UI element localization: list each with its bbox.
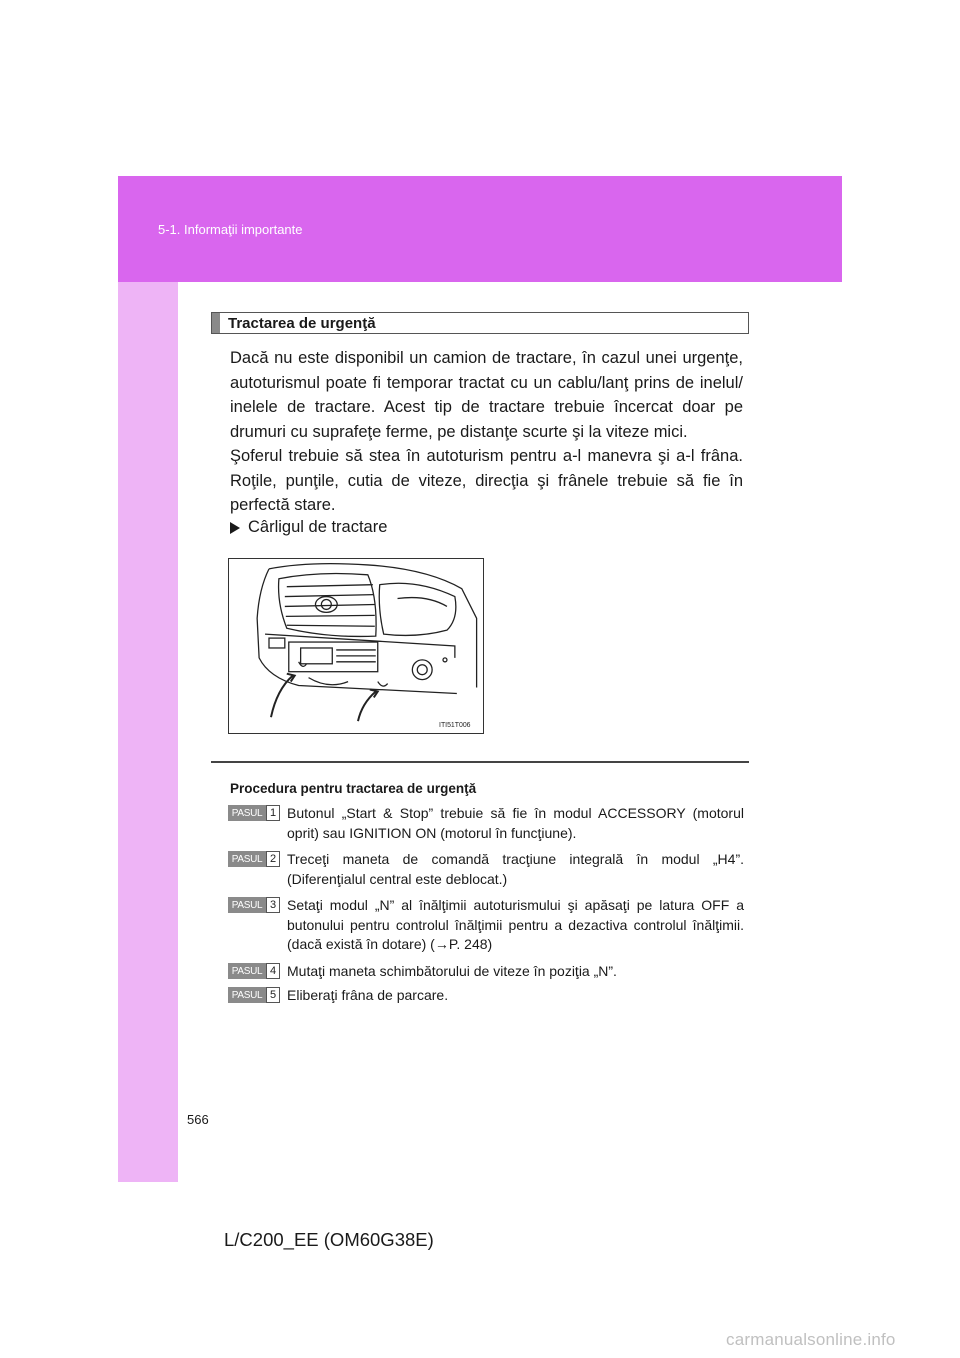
paragraph: Dacă nu este disponibil un camion de tractare, în cazul unei urgenţe, autoturismul poate fi temporar tractat cu un cablu/lanţ prins de inelul/ inelele de tractare. Acest tip de tractare trebuie încercat doar pe drumuri cu suprafeţe ferme, pe distanţe scurte şi la viteze mici. (230, 349, 743, 441)
step-word: PASUL (228, 963, 266, 979)
heading-accent-bar (212, 313, 220, 333)
step-text: Butonul „Start & Stop” trebuie să fie în modul ACCESSORY (motorul oprit) sau IGNITION ON (motorul în funcţiune). (287, 805, 744, 841)
procedure-step (228, 896, 744, 955)
procedure-step (228, 962, 744, 982)
sidebar-strip (118, 282, 178, 1182)
procedure-step (228, 850, 744, 889)
step-number: 2 (266, 851, 280, 867)
footer-code: L/C200_EE (OM60G38E) (224, 1229, 434, 1250)
step-badge (228, 897, 280, 913)
procedure-title: Procedura pentru tractarea de urgenţă (230, 781, 477, 796)
procedure-step (228, 804, 744, 843)
bullet-label: Cârligul de tractare (248, 518, 388, 536)
divider (211, 761, 749, 763)
step-word: PASUL (228, 987, 266, 1003)
procedure-step (228, 986, 744, 1006)
paragraph: Şoferul trebuie să stea în autoturism pentru a-l manevra şi a-l frâna. Roţile, punţile, cutia de viteze, direcţia şi frânele trebuie să fie în perfectă stare. (230, 447, 743, 514)
body-text (230, 346, 743, 518)
section-title: Tractarea de urgenţă (228, 314, 376, 332)
step-badge (228, 963, 280, 979)
step-number: 5 (266, 987, 280, 1003)
step-number: 4 (266, 963, 280, 979)
step-word: PASUL (228, 805, 266, 821)
step-badge (228, 851, 280, 867)
step-badge (228, 805, 280, 821)
step-badge (228, 987, 280, 1003)
vehicle-front-illustration (229, 559, 483, 733)
section-heading (211, 312, 749, 334)
step-number: 1 (266, 805, 280, 821)
step-text: Setaţi modul „N” al înălţimii autoturismului şi apăsaţi pe latura OFF a butonului pentru controlul înălţimii pentru a dezactiva controlul înălţimii. (dacă există în dotare) (→P. 248) (287, 897, 744, 952)
step-word: PASUL (228, 897, 266, 913)
step-word: PASUL (228, 851, 266, 867)
bullet-item (230, 518, 387, 537)
step-number: 3 (266, 897, 280, 913)
towing-hook-figure (228, 558, 484, 734)
step-text: Eliberaţi frâna de parcare. (287, 987, 449, 1003)
section-label: 5-1. Informaţii importante (158, 222, 303, 237)
figure-code: ITI51T006 (439, 722, 471, 730)
page-number: 566 (187, 1112, 209, 1127)
step-text: Mutaţi maneta schimbătorului de viteze în poziţia „N”. (287, 963, 617, 979)
step-text: Treceţi maneta de comandă tracţiune integrală în modul „H4”. (Diferenţialul central este deblocat.) (287, 851, 744, 887)
watermark: carmanualsonline.info (726, 1330, 896, 1349)
triangle-bullet-icon (230, 522, 240, 534)
